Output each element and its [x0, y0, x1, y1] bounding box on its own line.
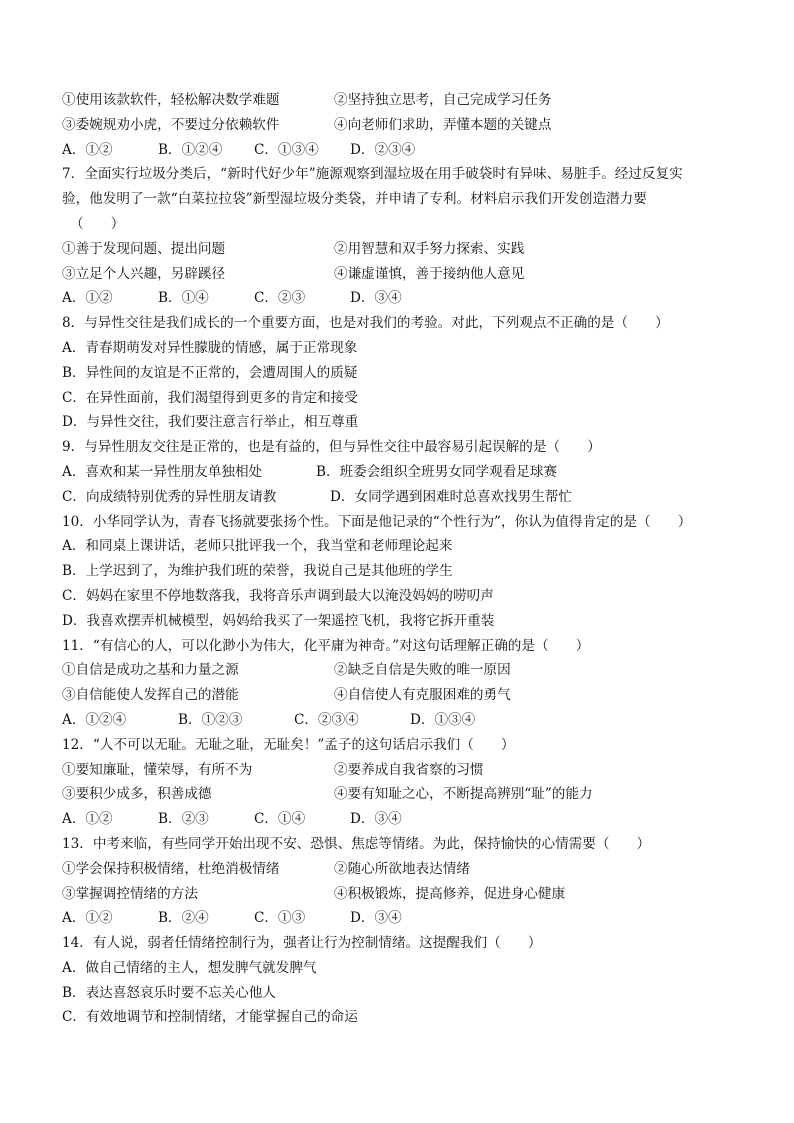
q7-choice-d: D．③④: [350, 290, 402, 307]
q7-option-4: ④谦虚谨慎，善于接纳他人意见: [334, 265, 525, 282]
q13-choice-d: D．③④: [350, 910, 402, 927]
q7-choice-c: C．②③: [254, 290, 306, 307]
q9-options-row2: [62, 485, 744, 510]
q12-options-row2: [62, 782, 744, 807]
q7-option-3: ③立足个人兴趣，另辟蹊径: [62, 265, 226, 282]
q12-stem: 12．“人不可以无耻。无耻之耻，无耻矣！”孟子的这句话启示我们（ ）: [62, 736, 515, 753]
q12-choice-d: D．③④: [350, 811, 402, 828]
q8-option-b: B．异性间的友谊是不正常的，会遭周围人的质疑: [62, 364, 358, 381]
q7-stem-line1: 7．全面实行垃圾分类后，“新时代好少年”施源观察到湿垃圾在用手破袋时有异味、易脏手。经过反复实: [62, 166, 683, 183]
q8-option-a: A．青春期萌发对异性朦胧的情感，属于正常现象: [62, 339, 358, 356]
q10-option-d: D．我喜欢摆弄机械模型，妈妈给我买了一架遥控飞机，我将它拆开重装: [62, 612, 495, 629]
q11-choice-c: C．②③④: [294, 711, 359, 728]
q12-choice-b: B．②③: [158, 811, 209, 828]
q14-stem: 14．有人说，弱者任情绪控制行为，强者让行为控制情绪。这提醒我们（ ）: [62, 935, 542, 952]
q11-choices: [62, 708, 744, 733]
q12-option-2: ②要养成自我省察的习惯: [334, 761, 484, 778]
q7-option-2: ②用智慧和双手努力探索、实践: [334, 240, 525, 257]
q6-options-row1: [62, 88, 744, 113]
q6-choice-c: C．①③④: [254, 141, 319, 158]
q7-option-1: ①善于发现问题、提出问题: [62, 240, 226, 257]
q11-option-1: ①自信是成功之基和力量之源: [62, 662, 239, 679]
q7-answer-paren: （ ）: [70, 215, 125, 232]
q7-options-row2: [62, 262, 744, 287]
q6-option-2: ②坚持独立思考，自己完成学习任务: [334, 92, 552, 108]
q6-option-3: ③委婉规劝小虎，不要过分依赖软件: [62, 116, 280, 133]
q14-option-a: A．做自己情绪的主人，想发脾气就发脾气: [62, 959, 317, 976]
q6-option-1: ①使用该款软件，轻松解决数学难题: [62, 92, 280, 108]
q9-option-a: A．喜欢和某一异性朋友单独相处: [62, 463, 263, 480]
q7-options-row1: [62, 237, 744, 262]
q13-choices: [62, 906, 744, 931]
q14-option-c: C．有效地调节和控制情绪，才能掌握自己的命运: [62, 1009, 358, 1026]
q9-stem: 9．与异性朋友交往是正常的，也是有益的，但与异性交往中最容易引起误解的是（ ）: [62, 439, 601, 456]
q14-option-b: B．表达喜怒哀乐时要不忘关心他人: [62, 984, 276, 1001]
q13-options-row2: [62, 882, 744, 907]
q11-choice-a: A．①②④: [62, 711, 127, 728]
q6-choice-b: B．①②④: [158, 141, 223, 158]
q11-stem: 11．“有信心的人，可以化渺小为伟大，化平庸为神奇。”对这句话理解正确的是（ ）: [62, 637, 590, 654]
q12-options-row1: [62, 758, 744, 783]
q10-option-b: B．上学迟到了，为维护我们班的荣誉，我说自己是其他班的学生: [62, 563, 453, 580]
q13-option-4: ④积极锻炼，提高修养，促进身心健康: [334, 885, 566, 902]
q12-option-4: ④要有知耻之心，不断提高辨别“耻”的能力: [334, 786, 593, 803]
q7-choice-b: B．①④: [158, 290, 209, 307]
q10-option-a: A．和同桌上课讲话，老师只批评我一个，我当堂和老师理论起来: [62, 538, 453, 555]
q11-options-row1: [62, 658, 744, 683]
q11-option-2: ②缺乏自信是失败的唯一原因: [334, 662, 511, 679]
q13-choice-c: C．①③: [254, 910, 306, 927]
q13-choice-b: B．②④: [158, 910, 209, 927]
q13-options-row1: [62, 857, 744, 882]
q7-choices: [62, 286, 744, 311]
q12-choices: [62, 807, 744, 832]
q12-option-3: ③要积少成多，积善成德: [62, 786, 212, 803]
q11-choice-d: D．①③④: [410, 711, 476, 728]
q12-choice-a: A．①②: [62, 811, 113, 828]
q11-option-4: ④自信使人有克服困难的勇气: [334, 687, 511, 704]
q6-choice-d: D．②③④: [350, 141, 416, 158]
q13-option-2: ②随心所欲地表达情绪: [334, 860, 470, 877]
q11-options-row2: [62, 683, 744, 708]
q12-choice-c: C．①④: [254, 811, 306, 828]
q13-option-3: ③掌握调控情绪的方法: [62, 885, 198, 902]
q13-choice-a: A．①②: [62, 910, 113, 927]
q9-option-d: D．女同学遇到困难时总喜欢找男生帮忙: [330, 488, 572, 505]
q6-options-row2: [62, 113, 744, 138]
q6-option-4: ④向老师们求助，弄懂本题的关键点: [334, 116, 552, 133]
q7-stem-line2: 验，他发明了一款“白菜拉拉袋”新型湿垃圾分类袋，并申请了专利。材料启示我们开发创造潜力要: [62, 191, 647, 208]
q13-stem: 13．中考来临，有些同学开始出现不安、恐惧、焦虑等情绪。为此，保持愉快的心情需要（ ）: [62, 835, 651, 852]
q9-option-b: B．班委会组织全班男女同学观看足球赛: [316, 463, 558, 480]
q12-option-1: ①要知廉耻，懂荣辱，有所不为: [62, 761, 253, 778]
q11-option-3: ③自信能使人发挥自己的潜能: [62, 687, 239, 704]
q10-option-c: C．妈妈在家里不停地数落我，我将音乐声调到最大以淹没妈妈的唠叨声: [62, 587, 494, 604]
q10-stem: 10．小华同学认为，青春飞扬就要张扬个性。下面是他记录的“个性行为”，你认为值得肯定的是（ ）: [62, 513, 692, 530]
q9-option-c: C．向成绩特别优秀的异性朋友请教: [62, 488, 277, 505]
q7-choice-a: A．①②: [62, 290, 113, 307]
q8-stem: 8．与异性交往是我们成长的一个重要方面，也是对我们的考验。对此，下列观点不正确的是（ ）: [62, 315, 669, 332]
q8-option-c: C．在异性面前，我们渴望得到更多的肯定和接受: [62, 389, 358, 406]
q13-option-1: ①学会保持积极情绪，杜绝消极情绪: [62, 860, 280, 877]
q11-choice-b: B．①②③: [178, 711, 243, 728]
q6-choice-a: A．①②: [62, 141, 113, 158]
q6-choices: [62, 138, 744, 163]
q9-options-row1: [62, 460, 744, 485]
q8-option-d: D．与异性交往，我们要注意言行举止，相互尊重: [62, 414, 359, 431]
